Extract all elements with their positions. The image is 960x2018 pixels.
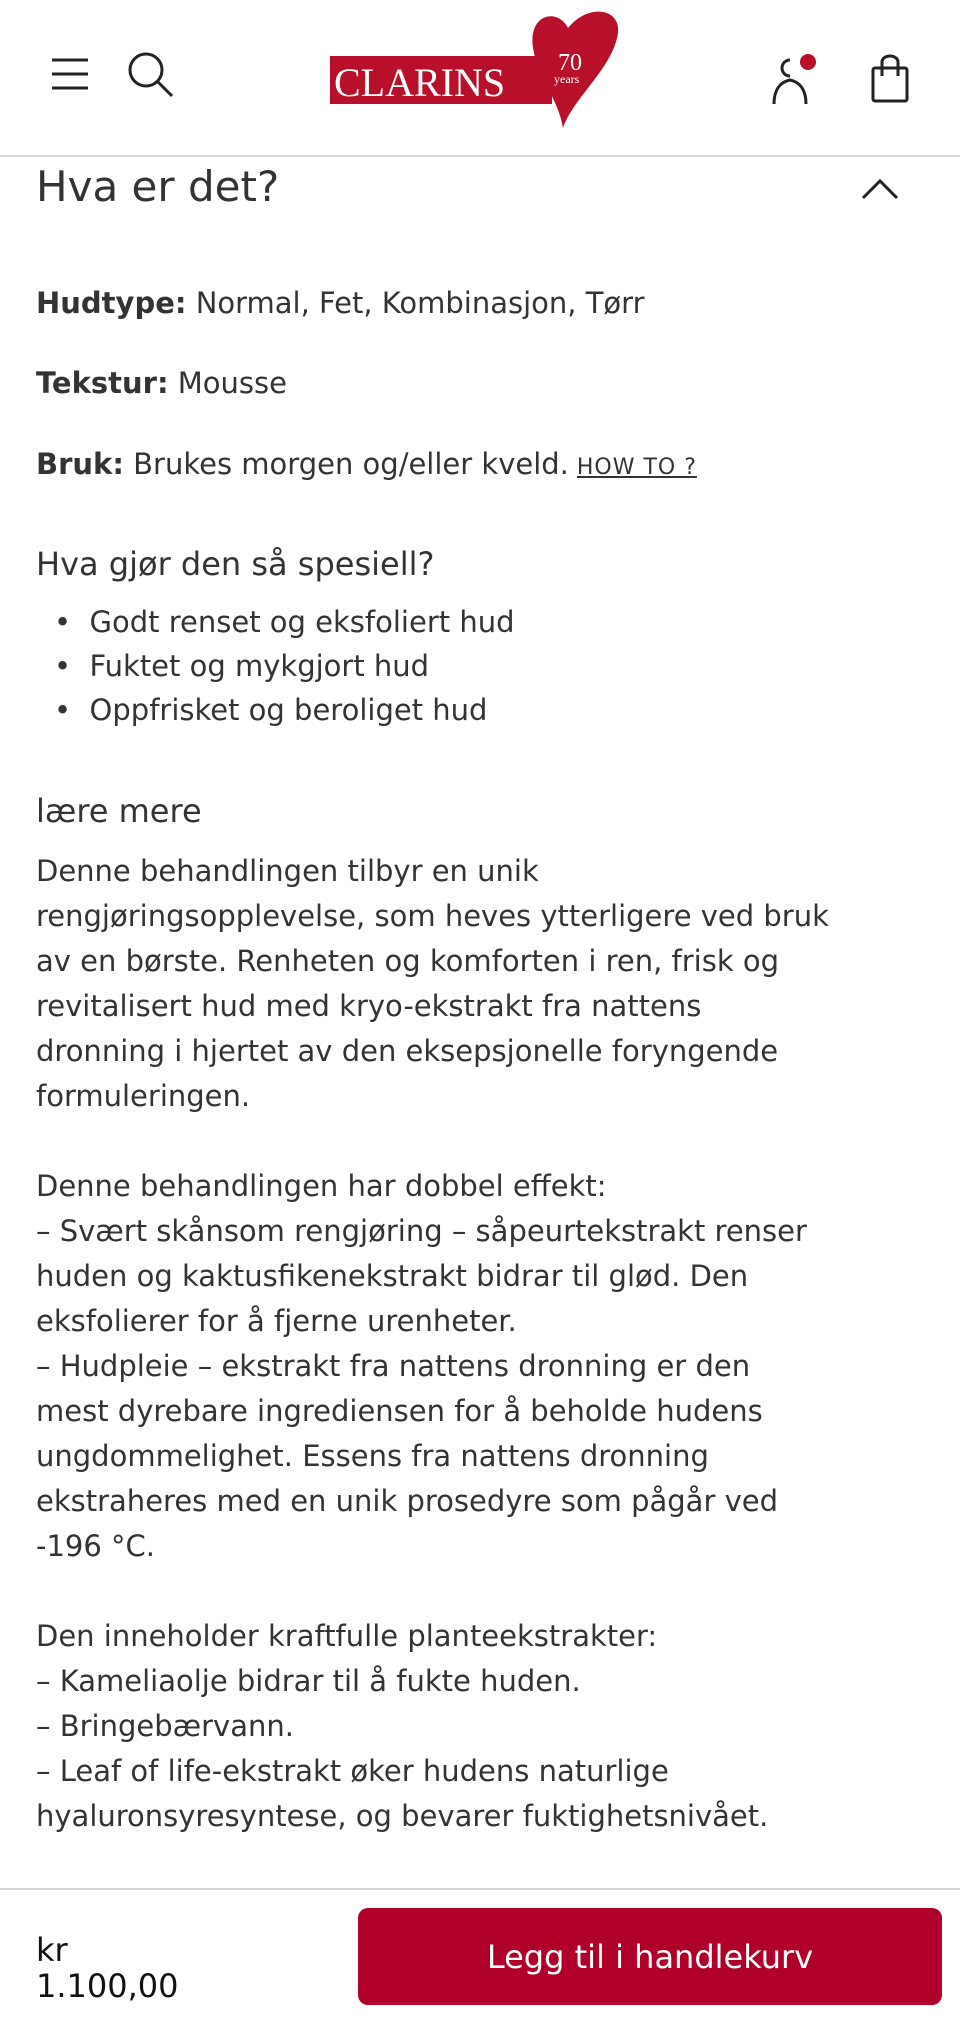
- description-line: formuleringen.: [36, 1079, 251, 1113]
- svg-text:years: years: [554, 72, 580, 86]
- shopping-bag-icon[interactable]: [870, 54, 910, 104]
- description-line: Den inneholder kraftfulle planteekstrakter:: [36, 1619, 658, 1653]
- list-item: • Oppfrisket og beroliget hud: [54, 693, 488, 727]
- description-line: av en børste. Renheten og komforten i ren, frisk og: [36, 944, 780, 978]
- learn-more-heading: lære mere: [36, 792, 202, 830]
- description-line: -196 °C.: [36, 1529, 156, 1563]
- description-line: ekstraheres med en unik prosedyre som pågår ved: [36, 1484, 779, 1518]
- chevron-up-icon[interactable]: [860, 176, 900, 202]
- svg-text:70: 70: [558, 50, 582, 76]
- description-line: hyaluronsyresyntese, og bevarer fuktighetsnivået.: [36, 1799, 769, 1833]
- detail-skin-type: Hudtype: Normal, Fet, Kombinasjon, Tørr: [36, 286, 645, 320]
- description-line: mest dyrebare ingrediensen for å beholde hudens: [36, 1394, 763, 1428]
- accordion-title[interactable]: Hva er det?: [36, 162, 280, 211]
- description-line: – Hudpleie – ekstrakt fra nattens dronning er den: [36, 1349, 751, 1383]
- site-header: [0, 0, 960, 157]
- description-line: – Leaf of life-ekstrakt øker hudens naturlige: [36, 1754, 669, 1788]
- description-line: Denne behandlingen tilbyr en unik: [36, 854, 539, 888]
- clarins-logo[interactable]: [328, 8, 638, 128]
- list-item: • Fuktet og mykgjort hud: [54, 649, 430, 683]
- description-line: Denne behandlingen har dobbel effekt:: [36, 1169, 607, 1203]
- brand-text: CLARINS: [334, 60, 506, 105]
- description-line: huden og kaktusfikenekstrakt bidrar til glød. Den: [36, 1259, 749, 1293]
- description-line: – Kameliaolje bidrar til å fukte huden.: [36, 1664, 581, 1698]
- description-line: – Svært skånsom rengjøring – såpeurtekstrakt renser: [36, 1214, 807, 1248]
- description-line: rengjøringsopplevelse, som heves ytterligere ved bruk: [36, 899, 829, 933]
- list-item: • Godt renset og eksfoliert hud: [54, 605, 515, 639]
- sticky-footer: [0, 1888, 960, 2018]
- description-line: [36, 1569, 829, 1614]
- account-icon[interactable]: [768, 50, 818, 106]
- description-text: [36, 849, 829, 1839]
- menu-icon[interactable]: [50, 54, 90, 94]
- description-line: revitalisert hud med kryo-ekstrakt fra nattens: [36, 989, 702, 1023]
- how-to-link[interactable]: HOW TO ?: [576, 455, 697, 480]
- search-icon[interactable]: [126, 50, 176, 100]
- special-heading: Hva gjør den så spesiell?: [36, 545, 435, 583]
- description-line: dronning i hjertet av den eksepsjonelle foryngende: [36, 1034, 779, 1068]
- detail-usage: Bruk: Brukes morgen og/eller kveld. HOW TO ?: [36, 447, 697, 481]
- description-line: eksfolierer for å fjerne urenheter.: [36, 1304, 517, 1338]
- description-line: ungdommelighet. Essens fra nattens dronning: [36, 1439, 709, 1473]
- description-line: – Bringebærvann.: [36, 1709, 294, 1743]
- detail-texture: Tekstur: Mousse: [36, 366, 287, 400]
- description-line: [36, 1119, 829, 1164]
- price: kr 1.100,00: [36, 1931, 179, 2005]
- add-to-cart-button[interactable]: Legg til i handlekurv: [358, 1908, 942, 2005]
